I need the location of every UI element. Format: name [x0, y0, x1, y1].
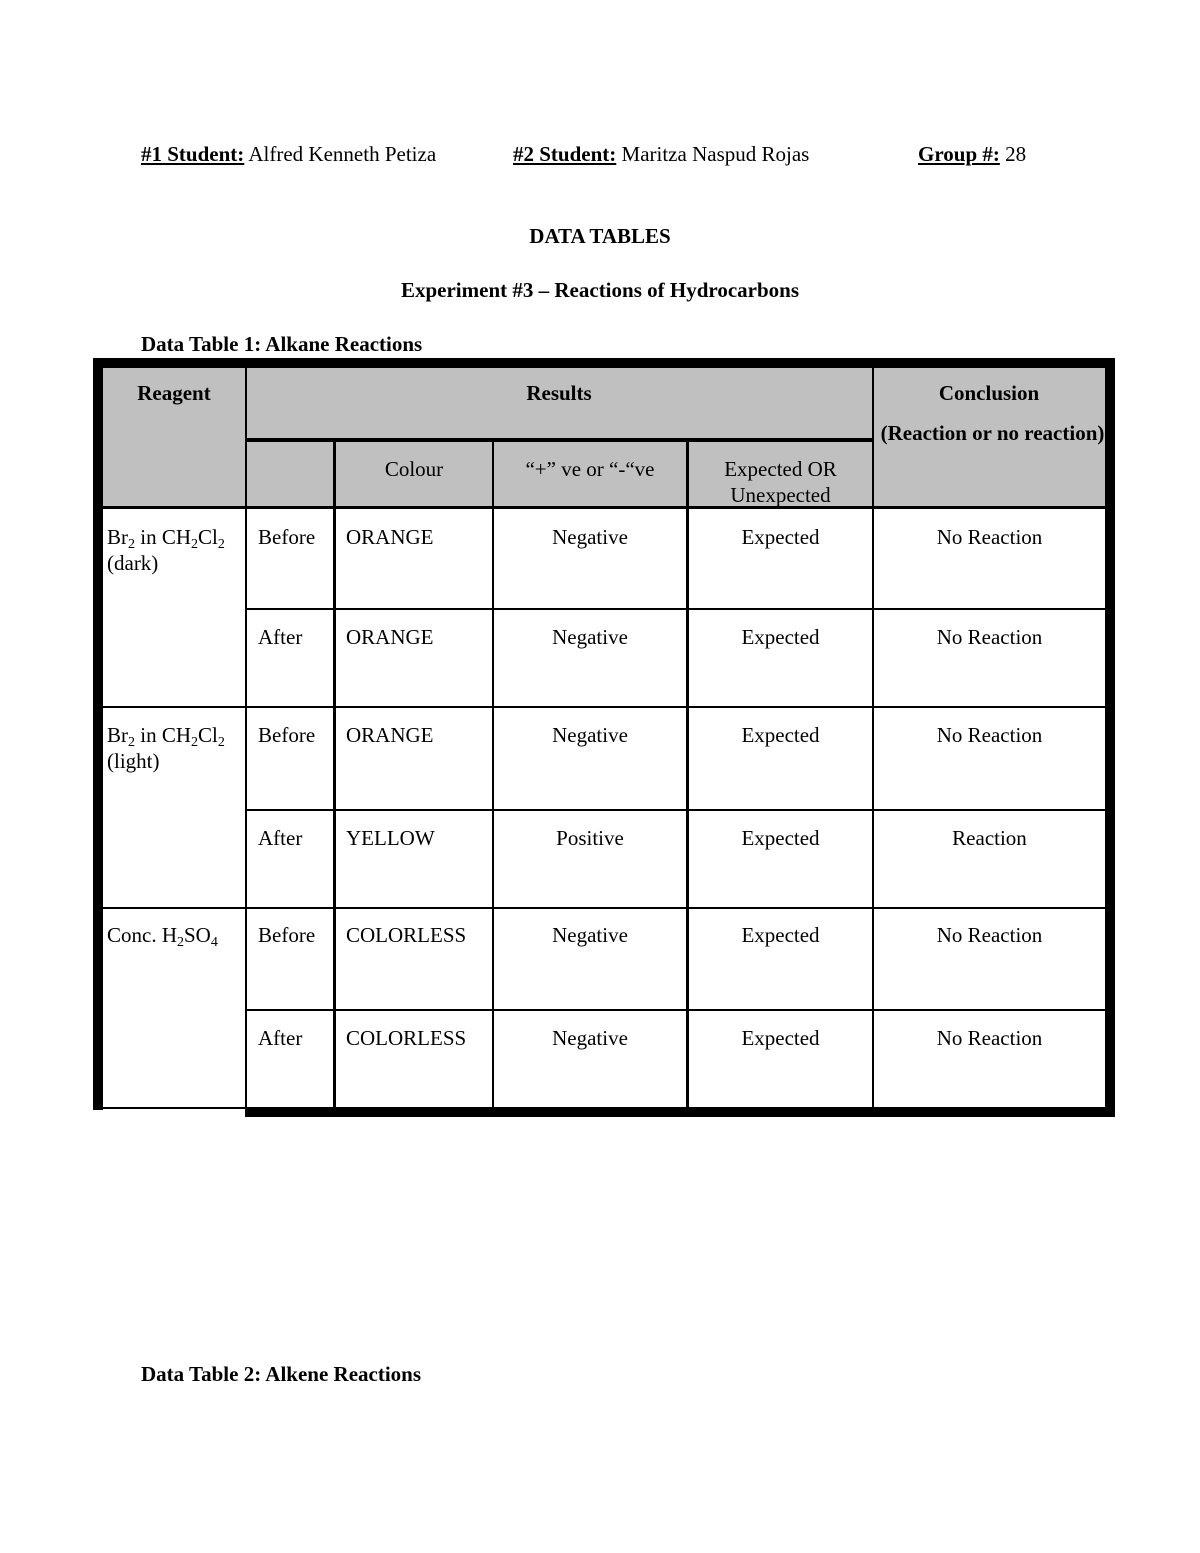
results-subheader-line: [245, 438, 873, 442]
cell-colour: COLORLESS: [346, 923, 467, 947]
frame-left: [93, 358, 103, 1110]
reagent-formula: Conc. $H_2SO_4$: [107, 923, 218, 950]
cell-stage: Before: [258, 525, 316, 549]
cell-stage: After: [258, 826, 303, 850]
header-bottom-line: [103, 506, 1105, 509]
cell-sign: Negative: [552, 1026, 628, 1050]
student2-name: Maritza Naspud Rojas: [621, 142, 810, 166]
table1-caption: Data Table 1: Alkane Reactions: [141, 332, 423, 356]
reagent-condition: (dark): [107, 551, 159, 575]
header-results: Results: [526, 381, 592, 405]
header-conclusion-sub: (Reaction or no reaction): [880, 421, 1105, 445]
document-title: DATA TABLES: [529, 224, 671, 248]
cell-sign: Positive: [556, 826, 624, 850]
cell-colour: ORANGE: [346, 525, 434, 549]
cell-expected: Expected: [741, 1026, 820, 1050]
group-info: [918, 142, 1026, 167]
reagent-br2-dark: [107, 524, 225, 576]
header-sign: “+” ve or “-“ve: [525, 457, 655, 481]
reagent-condition: (light): [107, 749, 160, 773]
reagent-formula: $Br_2$ in $CH_2Cl_2$: [107, 525, 225, 552]
student1-info: [141, 142, 436, 167]
cell-conclusion: No Reaction: [936, 1026, 1043, 1050]
cell-stage: After: [258, 625, 303, 649]
cell-expected: Expected: [741, 525, 820, 549]
row-line-5: [245, 1009, 1105, 1011]
cell-stage: After: [258, 1026, 303, 1050]
row-line-3: [245, 809, 1105, 811]
experiment-title: Experiment #3 – Reactions of Hydrocarbons: [400, 278, 799, 302]
table2-caption: Data Table 2: Alkene Reactions: [141, 1362, 422, 1386]
cell-colour: COLORLESS: [346, 1026, 467, 1050]
cell-conclusion: No Reaction: [936, 723, 1043, 747]
cell-conclusion: No Reaction: [936, 525, 1043, 549]
header-conclusion: Conclusion: [938, 381, 1040, 405]
cell-sign: Negative: [552, 625, 628, 649]
cell-colour: ORANGE: [346, 723, 434, 747]
student2-label: #2 Student:: [513, 142, 617, 166]
student1-name: Alfred Kenneth Petiza: [248, 142, 437, 166]
cell-colour: YELLOW: [346, 826, 435, 850]
reagent-br2-light: [107, 722, 225, 774]
cell-sign: Negative: [552, 525, 628, 549]
cell-expected: Expected: [741, 826, 820, 850]
cell-conclusion: Reaction: [952, 826, 1027, 850]
header-colour: Colour: [384, 457, 444, 481]
reagent-formula: $Br_2$ in $CH_2Cl_2$: [107, 723, 225, 750]
cell-sign: Negative: [552, 723, 628, 747]
cell-stage: Before: [258, 923, 316, 947]
cell-conclusion: No Reaction: [936, 923, 1043, 947]
frame-bottom: [245, 1107, 1115, 1117]
row-line-2: [103, 706, 1105, 708]
col-line-1: [245, 368, 247, 1109]
cell-sign: Negative: [552, 923, 628, 947]
frame-right: [1105, 358, 1115, 1117]
cell-stage: Before: [258, 723, 316, 747]
student1-label: #1 Student:: [141, 142, 245, 166]
reagent-h2so4: [107, 922, 218, 948]
cell-colour: ORANGE: [346, 625, 434, 649]
group-label: Group #:: [918, 142, 1000, 166]
row-line-1: [245, 608, 1105, 610]
row-line-4: [103, 907, 1105, 909]
cell-conclusion: No Reaction: [936, 625, 1043, 649]
frame-top: [93, 358, 1115, 368]
header-reagent: Reagent: [137, 381, 211, 405]
cell-expected: Expected: [741, 723, 820, 747]
student2-info: [513, 142, 809, 167]
group-value: 28: [1005, 142, 1027, 166]
header-expected: Expected OR Unexpected: [724, 457, 837, 507]
frame-bottom-reagent: [103, 1107, 245, 1109]
cell-expected: Expected: [741, 625, 820, 649]
cell-expected: Expected: [741, 923, 820, 947]
student-header: [0, 142, 1200, 172]
